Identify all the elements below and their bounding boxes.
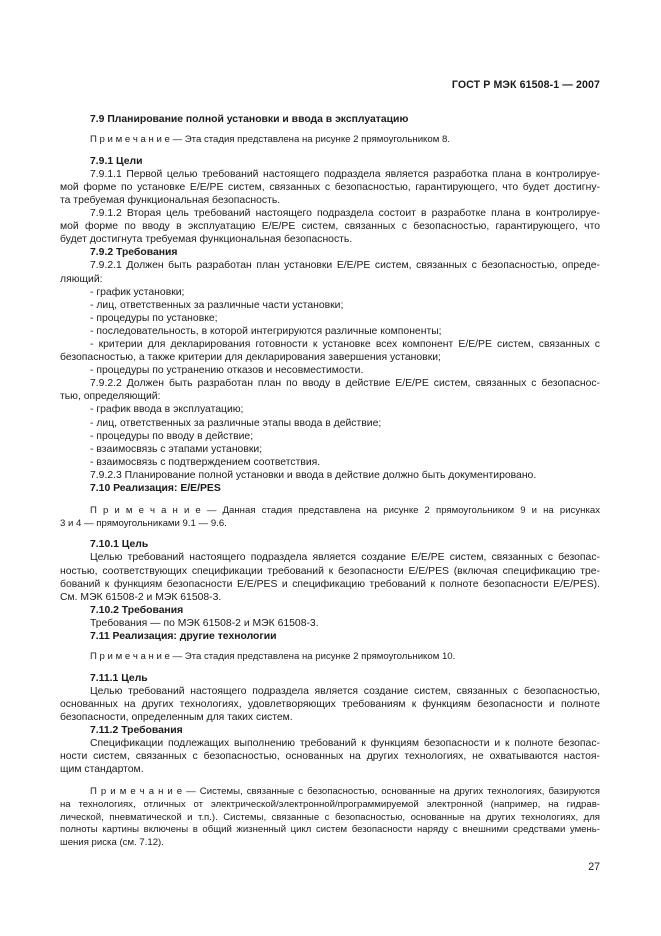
paragraph-line: 7.9.2.1 Должен быть разработан план установки Е/Е/РЕ систем, связанных с безопасностью, опреде- — [90, 260, 600, 272]
section-heading-7-11: 7.11 Реализация: другие технологии — [90, 630, 277, 642]
list-item: - критерии для декларирования готовности к установке всех компонент Е/Е/РЕ систем, связанных с — [90, 339, 600, 350]
subsection-heading-7-9-2: 7.9.2 Требования — [90, 247, 178, 259]
paragraph-line: ностью, соответствующих спецификации требований к безопасности Е/Е/PES (включая спецификацию тре- — [60, 565, 600, 577]
paragraph-line: ляющий: — [60, 273, 103, 285]
paragraph-line: та требуемая функциональная безопасность. — [60, 194, 281, 206]
paragraph-line: мой форме по вводу в эксплуатацию Е/Е/РЕ систем, связанных с безопасностью, гарантирующего, что — [60, 221, 600, 233]
list-item: - лиц, ответственных за различные этапы ввода в действие; — [90, 417, 382, 429]
note-7-10-continuation: 3 и 4 — прямоугольниками 9.1 — 9.6. — [60, 517, 227, 529]
note-7-11: П р и м е ч а н и е — Эта стадия представлена на рисунке 2 прямоугольником 10. — [90, 651, 456, 663]
list-item: - взаимосвязь с этапами установки; — [90, 443, 263, 455]
paragraph-line: 7.9.1.2 Вторая цель требований настоящего подраздела состоит в разработке плана в контролируе- — [90, 208, 600, 220]
subsection-heading-7-10-1: 7.10.1 Цель — [90, 539, 149, 551]
list-item: - процедуры по устранению отказов и несовместимости. — [90, 365, 364, 377]
document-header: ГОСТ Р МЭК 61508-1 — 2007 — [451, 79, 600, 91]
subsection-heading-7-9-1: 7.9.1 Цели — [90, 155, 143, 167]
subsection-heading-7-11-1: 7.11.1 Цель — [90, 672, 148, 684]
paragraph-line: тью, определяющий: — [60, 391, 161, 403]
paragraph-line: Требования — по МЭК 61508-2 и МЭК 61508-3. — [90, 617, 319, 629]
page-number: 27 — [588, 861, 600, 873]
paragraph-line: Целью требований настоящего подраздела является создание систем, связанных с безопасностью, — [90, 685, 600, 697]
list-item: - взаимосвязь с подтверждением соответствия. — [90, 456, 321, 468]
paragraph-line: мой форме по установке Е/Е/РЕ систем, связанных с безопасностью, гарантирующего, что будет достигну- — [60, 181, 600, 193]
paragraph-line: Спецификации подлежащих выполнению требований к функциям безопасности и к полноте безопас- — [90, 738, 600, 750]
paragraph-line: 7.9.2.2 Должен быть разработан план по вводу в действие Е/Е/РЕ систем, связанных с безопаснос- — [90, 378, 600, 390]
list-item: - процедуры по установке; — [90, 312, 218, 324]
paragraph-line: будет достигнута требуемая функциональная безопасность. — [60, 234, 353, 246]
list-item: - график ввода в эксплуатацию; — [90, 404, 244, 416]
paragraph-line: щим стандартом. — [60, 764, 144, 776]
note-line: лической, пневматической и т.п.). Системы, связанные с безопасностью, основанные на других технологиях, для — [60, 811, 600, 823]
subsection-heading-7-11-2: 7.11.2 Требования — [90, 725, 183, 737]
note-7-11-2: П р и м е ч а н и е — Системы, связанные с безопасностью, основанные на других технологиях, базируются — [90, 786, 600, 798]
note-7-10: П р и м е ч а н и е — Данная стадия представлена на рисунке 2 прямоугольником 9 и на рисунках — [90, 505, 600, 517]
page-content — [60, 113, 600, 849]
list-item: - график установки; — [90, 286, 185, 298]
paragraph-line: См. МЭК 61508-2 и МЭК 61508-3. — [60, 591, 222, 603]
list-item-continuation: безопасностью, а также критерии для декларирования завершения установки; — [60, 352, 441, 364]
list-item: - процедуры по вводу в действие; — [90, 430, 254, 442]
section-heading-7-9: 7.9 Планирование полной установки и ввода в эксплуатацию — [90, 114, 409, 125]
note-line: на технологиях, отличных от электрической/электронной/программируемой электронной (например, на гидрав- — [60, 799, 600, 810]
list-item: - лиц, ответственных за различные части установки; — [90, 299, 344, 311]
note-line: шения риска (см. 7.12). — [60, 836, 164, 848]
note-7-9: П р и м е ч а н и е — Эта стадия представлена на рисунке 2 прямоугольником 8. — [90, 134, 450, 146]
paragraph-line: безопасности, определенным для таких систем. — [60, 711, 293, 723]
paragraph-line: бований к функциям безопасности Е/Е/PES и спецификацию требований к полноте безопасности Е/Е/PES). — [60, 578, 600, 590]
paragraph-line: ности систем, связанных с безопасностью, основанных на других технологиях, не охватываются настоя- — [60, 751, 600, 763]
note-line: полноты картины включены в общий жизненный цикл систем безопасности наряду с внешними средствами умень- — [60, 824, 600, 836]
paragraph-line: 7.9.2.3 Планирование полной установки и ввода в действие должно быть документировано. — [90, 469, 537, 481]
list-item: - последовательность, в которой интегрируются различные компоненты; — [90, 325, 442, 337]
paragraph-line: Целью требований настоящего подраздела является создание Е/Е/РЕ систем, связанных с безопас- — [90, 552, 600, 564]
section-heading-7-10: 7.10 Реализация: Е/Е/PES — [90, 483, 221, 495]
paragraph-line: 7.9.1.1 Первой целью требований настоящего подраздела является разработка плана в контролируе- — [90, 168, 600, 180]
paragraph-line: основанных на других технологиях, удовлетворяющих требованиям к функциям безопасности и полноте — [60, 698, 600, 710]
subsection-heading-7-10-2: 7.10.2 Требования — [90, 604, 184, 616]
